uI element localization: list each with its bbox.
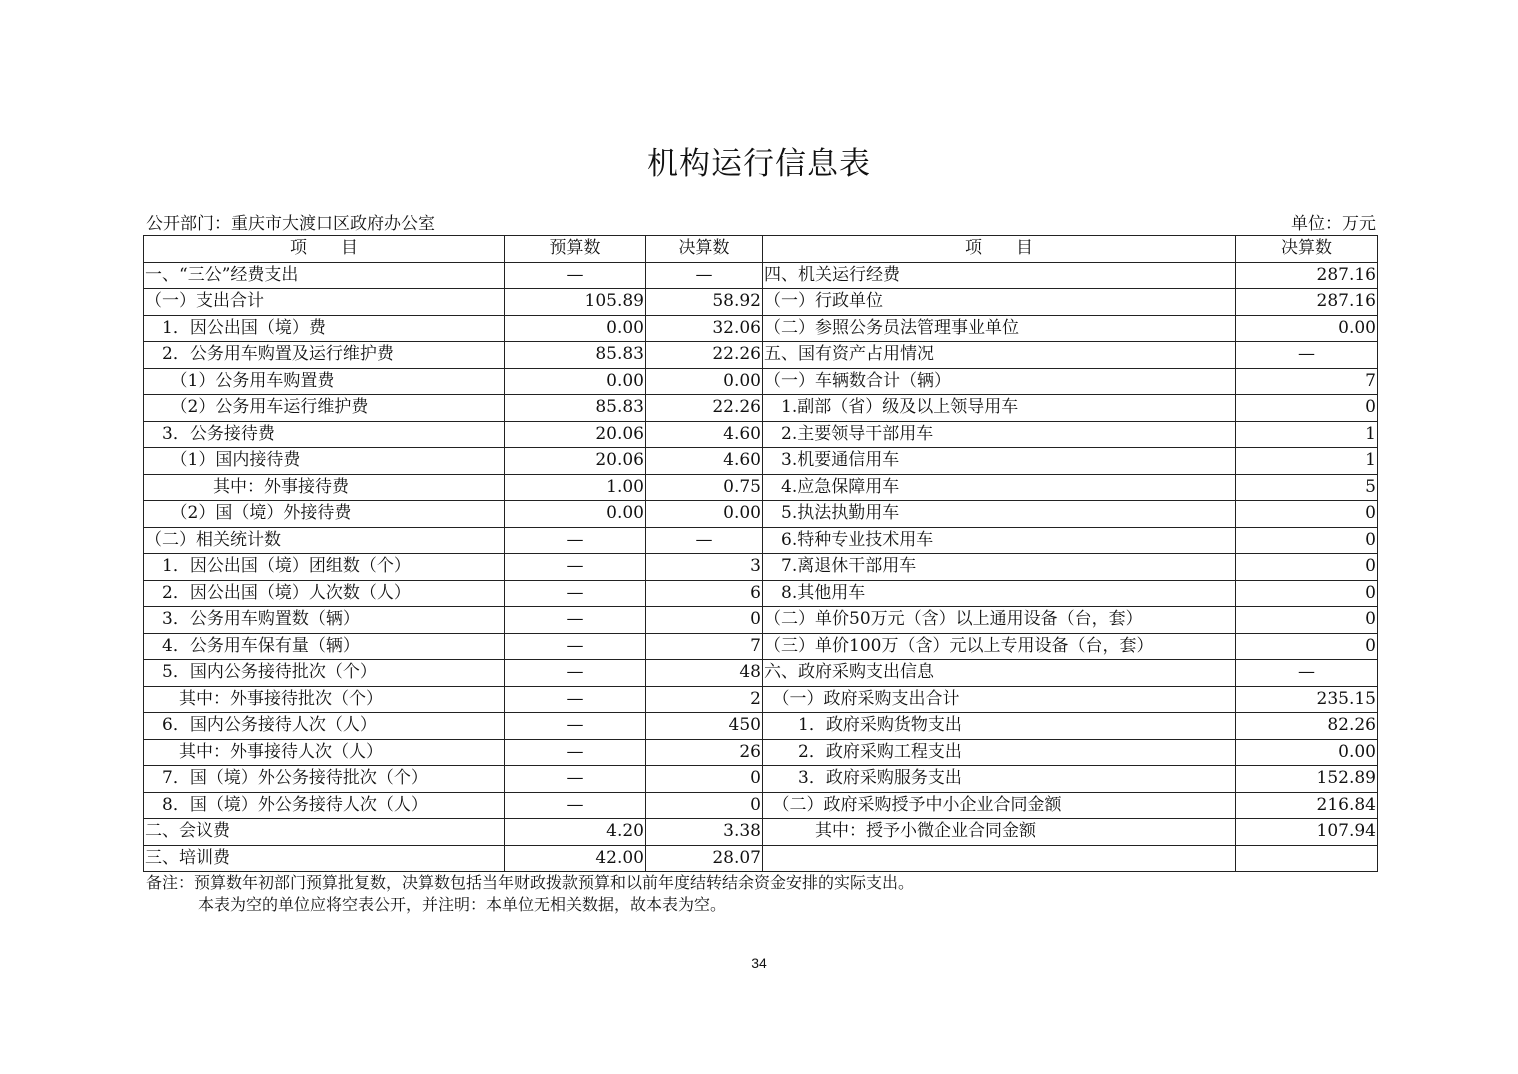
right-final-cell: 0 xyxy=(1236,554,1378,581)
right-item-cell: 4.应急保障用车 xyxy=(763,474,1236,501)
right-item-cell: （二）单价50万元（含）以上通用设备（台，套） xyxy=(763,607,1236,634)
left-final-cell: 22.26 xyxy=(646,342,763,369)
left-budget-cell: — xyxy=(505,580,646,607)
table-row xyxy=(144,766,1378,793)
table-row xyxy=(144,660,1378,687)
left-item-cell: 三、培训费 xyxy=(144,845,505,872)
table-row xyxy=(144,342,1378,369)
header-left-budget: 预算数 xyxy=(505,236,646,263)
left-item-cell: 5．国内公务接待批次（个） xyxy=(144,660,505,687)
table-row xyxy=(144,527,1378,554)
left-final-cell: — xyxy=(646,262,763,289)
left-budget-cell: — xyxy=(505,792,646,819)
left-final-cell: 28.07 xyxy=(646,845,763,872)
right-item-cell: （一）车辆数合计（辆） xyxy=(763,368,1236,395)
left-budget-cell: — xyxy=(505,262,646,289)
right-item-cell: （二）政府采购授予中小企业合同金额 xyxy=(763,792,1236,819)
left-final-cell: 0.00 xyxy=(646,368,763,395)
right-final-cell: 152.89 xyxy=(1236,766,1378,793)
left-item-cell: 7．国（境）外公务接待批次（个） xyxy=(144,766,505,793)
right-final-cell: — xyxy=(1236,342,1378,369)
left-budget-cell: 4.20 xyxy=(505,819,646,846)
left-budget-cell: 20.06 xyxy=(505,421,646,448)
left-budget-cell: — xyxy=(505,527,646,554)
right-item-cell: （三）单价100万（含）元以上专用设备（台，套） xyxy=(763,633,1236,660)
note-line-1: 备注：预算数年初部门预算批复数，决算数包括当年财政拨款预算和以前年度结转结余资金安排的实际支出。 xyxy=(146,873,915,892)
info-table xyxy=(143,235,1378,872)
table-row xyxy=(144,395,1378,422)
right-final-cell: 1 xyxy=(1236,421,1378,448)
table-row xyxy=(144,607,1378,634)
left-final-cell: 22.26 xyxy=(646,395,763,422)
notes xyxy=(146,872,914,916)
left-budget-cell: — xyxy=(505,713,646,740)
left-final-cell: 0.75 xyxy=(646,474,763,501)
left-budget-cell: 0.00 xyxy=(505,368,646,395)
unit-label: 单位：万元 xyxy=(1291,214,1376,234)
left-item-cell: 2．公务用车购置及运行维护费 xyxy=(144,342,505,369)
right-final-cell: 0 xyxy=(1236,395,1378,422)
left-final-cell: 7 xyxy=(646,633,763,660)
right-final-cell: 0 xyxy=(1236,607,1378,634)
left-item-cell: 3．公务接待费 xyxy=(144,421,505,448)
left-item-cell: 其中：外事接待费 xyxy=(144,474,505,501)
left-budget-cell: 20.06 xyxy=(505,448,646,475)
header-left-item: 项 目 xyxy=(144,236,505,263)
left-final-cell: 450 xyxy=(646,713,763,740)
right-final-cell: 0.00 xyxy=(1236,315,1378,342)
right-item-cell: 2．政府采购工程支出 xyxy=(763,739,1236,766)
header-right-item: 项 目 xyxy=(763,236,1236,263)
right-item-cell xyxy=(763,845,1236,872)
right-item-cell: 其中：授予小微企业合同金额 xyxy=(763,819,1236,846)
left-item-cell: （2）国（境）外接待费 xyxy=(144,501,505,528)
left-item-cell: （二）相关统计数 xyxy=(144,527,505,554)
left-item-cell: 其中：外事接待批次（个） xyxy=(144,686,505,713)
table-row xyxy=(144,262,1378,289)
table-row xyxy=(144,686,1378,713)
left-budget-cell: 42.00 xyxy=(505,845,646,872)
left-budget-cell: — xyxy=(505,739,646,766)
left-budget-cell: 85.83 xyxy=(505,395,646,422)
right-item-cell: 1．政府采购货物支出 xyxy=(763,713,1236,740)
left-final-cell: 0.00 xyxy=(646,501,763,528)
left-item-cell: （1）公务用车购置费 xyxy=(144,368,505,395)
left-item-cell: （2）公务用车运行维护费 xyxy=(144,395,505,422)
left-item-cell: 其中：外事接待人次（人） xyxy=(144,739,505,766)
header-right-final: 决算数 xyxy=(1236,236,1378,263)
right-item-cell: 6.特种专业技术用车 xyxy=(763,527,1236,554)
left-item-cell: （1）国内接待费 xyxy=(144,448,505,475)
right-final-cell: 287.16 xyxy=(1236,289,1378,316)
right-final-cell: 7 xyxy=(1236,368,1378,395)
table-row xyxy=(144,289,1378,316)
table-row xyxy=(144,474,1378,501)
table-row xyxy=(144,819,1378,846)
left-final-cell: 32.06 xyxy=(646,315,763,342)
left-budget-cell: — xyxy=(505,766,646,793)
table-row xyxy=(144,448,1378,475)
right-item-cell: 8.其他用车 xyxy=(763,580,1236,607)
left-item-cell: （一）支出合计 xyxy=(144,289,505,316)
page-number: 34 xyxy=(751,955,767,971)
right-final-cell: 82.26 xyxy=(1236,713,1378,740)
right-item-cell: 5.执法执勤用车 xyxy=(763,501,1236,528)
left-final-cell: 58.92 xyxy=(646,289,763,316)
right-final-cell: 0 xyxy=(1236,633,1378,660)
table-row xyxy=(144,845,1378,872)
table-row xyxy=(144,580,1378,607)
table-header-row xyxy=(144,236,1378,263)
table-row xyxy=(144,713,1378,740)
right-final-cell: 1 xyxy=(1236,448,1378,475)
department-label: 公开部门：重庆市大渡口区政府办公室 xyxy=(146,214,435,234)
right-item-cell: 六、政府采购支出信息 xyxy=(763,660,1236,687)
note-line-2: 本表为空的单位应将空表公开，并注明：本单位无相关数据，故本表为空。 xyxy=(198,895,727,914)
left-item-cell: 6．国内公务接待人次（人） xyxy=(144,713,505,740)
left-final-cell: 3.38 xyxy=(646,819,763,846)
table-row xyxy=(144,421,1378,448)
left-budget-cell: — xyxy=(505,554,646,581)
left-final-cell: 0 xyxy=(646,766,763,793)
left-final-cell: — xyxy=(646,527,763,554)
right-item-cell: 1.副部（省）级及以上领导用车 xyxy=(763,395,1236,422)
left-budget-cell: — xyxy=(505,607,646,634)
left-item-cell: 2．因公出国（境）人次数（人） xyxy=(144,580,505,607)
table-row xyxy=(144,792,1378,819)
left-item-cell: 1．因公出国（境）费 xyxy=(144,315,505,342)
right-final-cell: 0.00 xyxy=(1236,739,1378,766)
right-final-cell: 216.84 xyxy=(1236,792,1378,819)
right-item-cell: 四、机关运行经费 xyxy=(763,262,1236,289)
table-row xyxy=(144,315,1378,342)
right-item-cell: （二）参照公务员法管理事业单位 xyxy=(763,315,1236,342)
left-budget-cell: — xyxy=(505,660,646,687)
left-item-cell: 1．因公出国（境）团组数（个） xyxy=(144,554,505,581)
right-final-cell xyxy=(1236,845,1378,872)
right-item-cell: （一）行政单位 xyxy=(763,289,1236,316)
left-final-cell: 4.60 xyxy=(646,421,763,448)
left-budget-cell: 85.83 xyxy=(505,342,646,369)
left-final-cell: 26 xyxy=(646,739,763,766)
table-row xyxy=(144,501,1378,528)
right-item-cell: 7.离退休干部用车 xyxy=(763,554,1236,581)
table-row xyxy=(144,368,1378,395)
page-title: 机构运行信息表 xyxy=(647,146,871,182)
left-final-cell: 48 xyxy=(646,660,763,687)
right-final-cell: 235.15 xyxy=(1236,686,1378,713)
left-item-cell: 一、“三公”经费支出 xyxy=(144,262,505,289)
left-budget-cell: — xyxy=(505,633,646,660)
left-final-cell: 0 xyxy=(646,792,763,819)
right-final-cell: 107.94 xyxy=(1236,819,1378,846)
left-budget-cell: 0.00 xyxy=(505,315,646,342)
right-item-cell: （一）政府采购支出合计 xyxy=(763,686,1236,713)
right-item-cell: 3．政府采购服务支出 xyxy=(763,766,1236,793)
left-item-cell: 二、会议费 xyxy=(144,819,505,846)
table-row xyxy=(144,554,1378,581)
table-row xyxy=(144,633,1378,660)
left-item-cell: 3．公务用车购置数（辆） xyxy=(144,607,505,634)
left-budget-cell: 105.89 xyxy=(505,289,646,316)
left-final-cell: 4.60 xyxy=(646,448,763,475)
left-item-cell: 4．公务用车保有量（辆） xyxy=(144,633,505,660)
right-final-cell: 0 xyxy=(1236,580,1378,607)
left-budget-cell: 0.00 xyxy=(505,501,646,528)
left-item-cell: 8．国（境）外公务接待人次（人） xyxy=(144,792,505,819)
right-final-cell: 0 xyxy=(1236,501,1378,528)
left-final-cell: 0 xyxy=(646,607,763,634)
right-item-cell: 五、国有资产占用情况 xyxy=(763,342,1236,369)
header-left-final: 决算数 xyxy=(646,236,763,263)
left-final-cell: 6 xyxy=(646,580,763,607)
table-row xyxy=(144,739,1378,766)
right-item-cell: 3.机要通信用车 xyxy=(763,448,1236,475)
right-final-cell: 287.16 xyxy=(1236,262,1378,289)
right-final-cell: — xyxy=(1236,660,1378,687)
left-final-cell: 3 xyxy=(646,554,763,581)
right-final-cell: 0 xyxy=(1236,527,1378,554)
left-budget-cell: — xyxy=(505,686,646,713)
left-final-cell: 2 xyxy=(646,686,763,713)
right-final-cell: 5 xyxy=(1236,474,1378,501)
right-item-cell: 2.主要领导干部用车 xyxy=(763,421,1236,448)
left-budget-cell: 1.00 xyxy=(505,474,646,501)
